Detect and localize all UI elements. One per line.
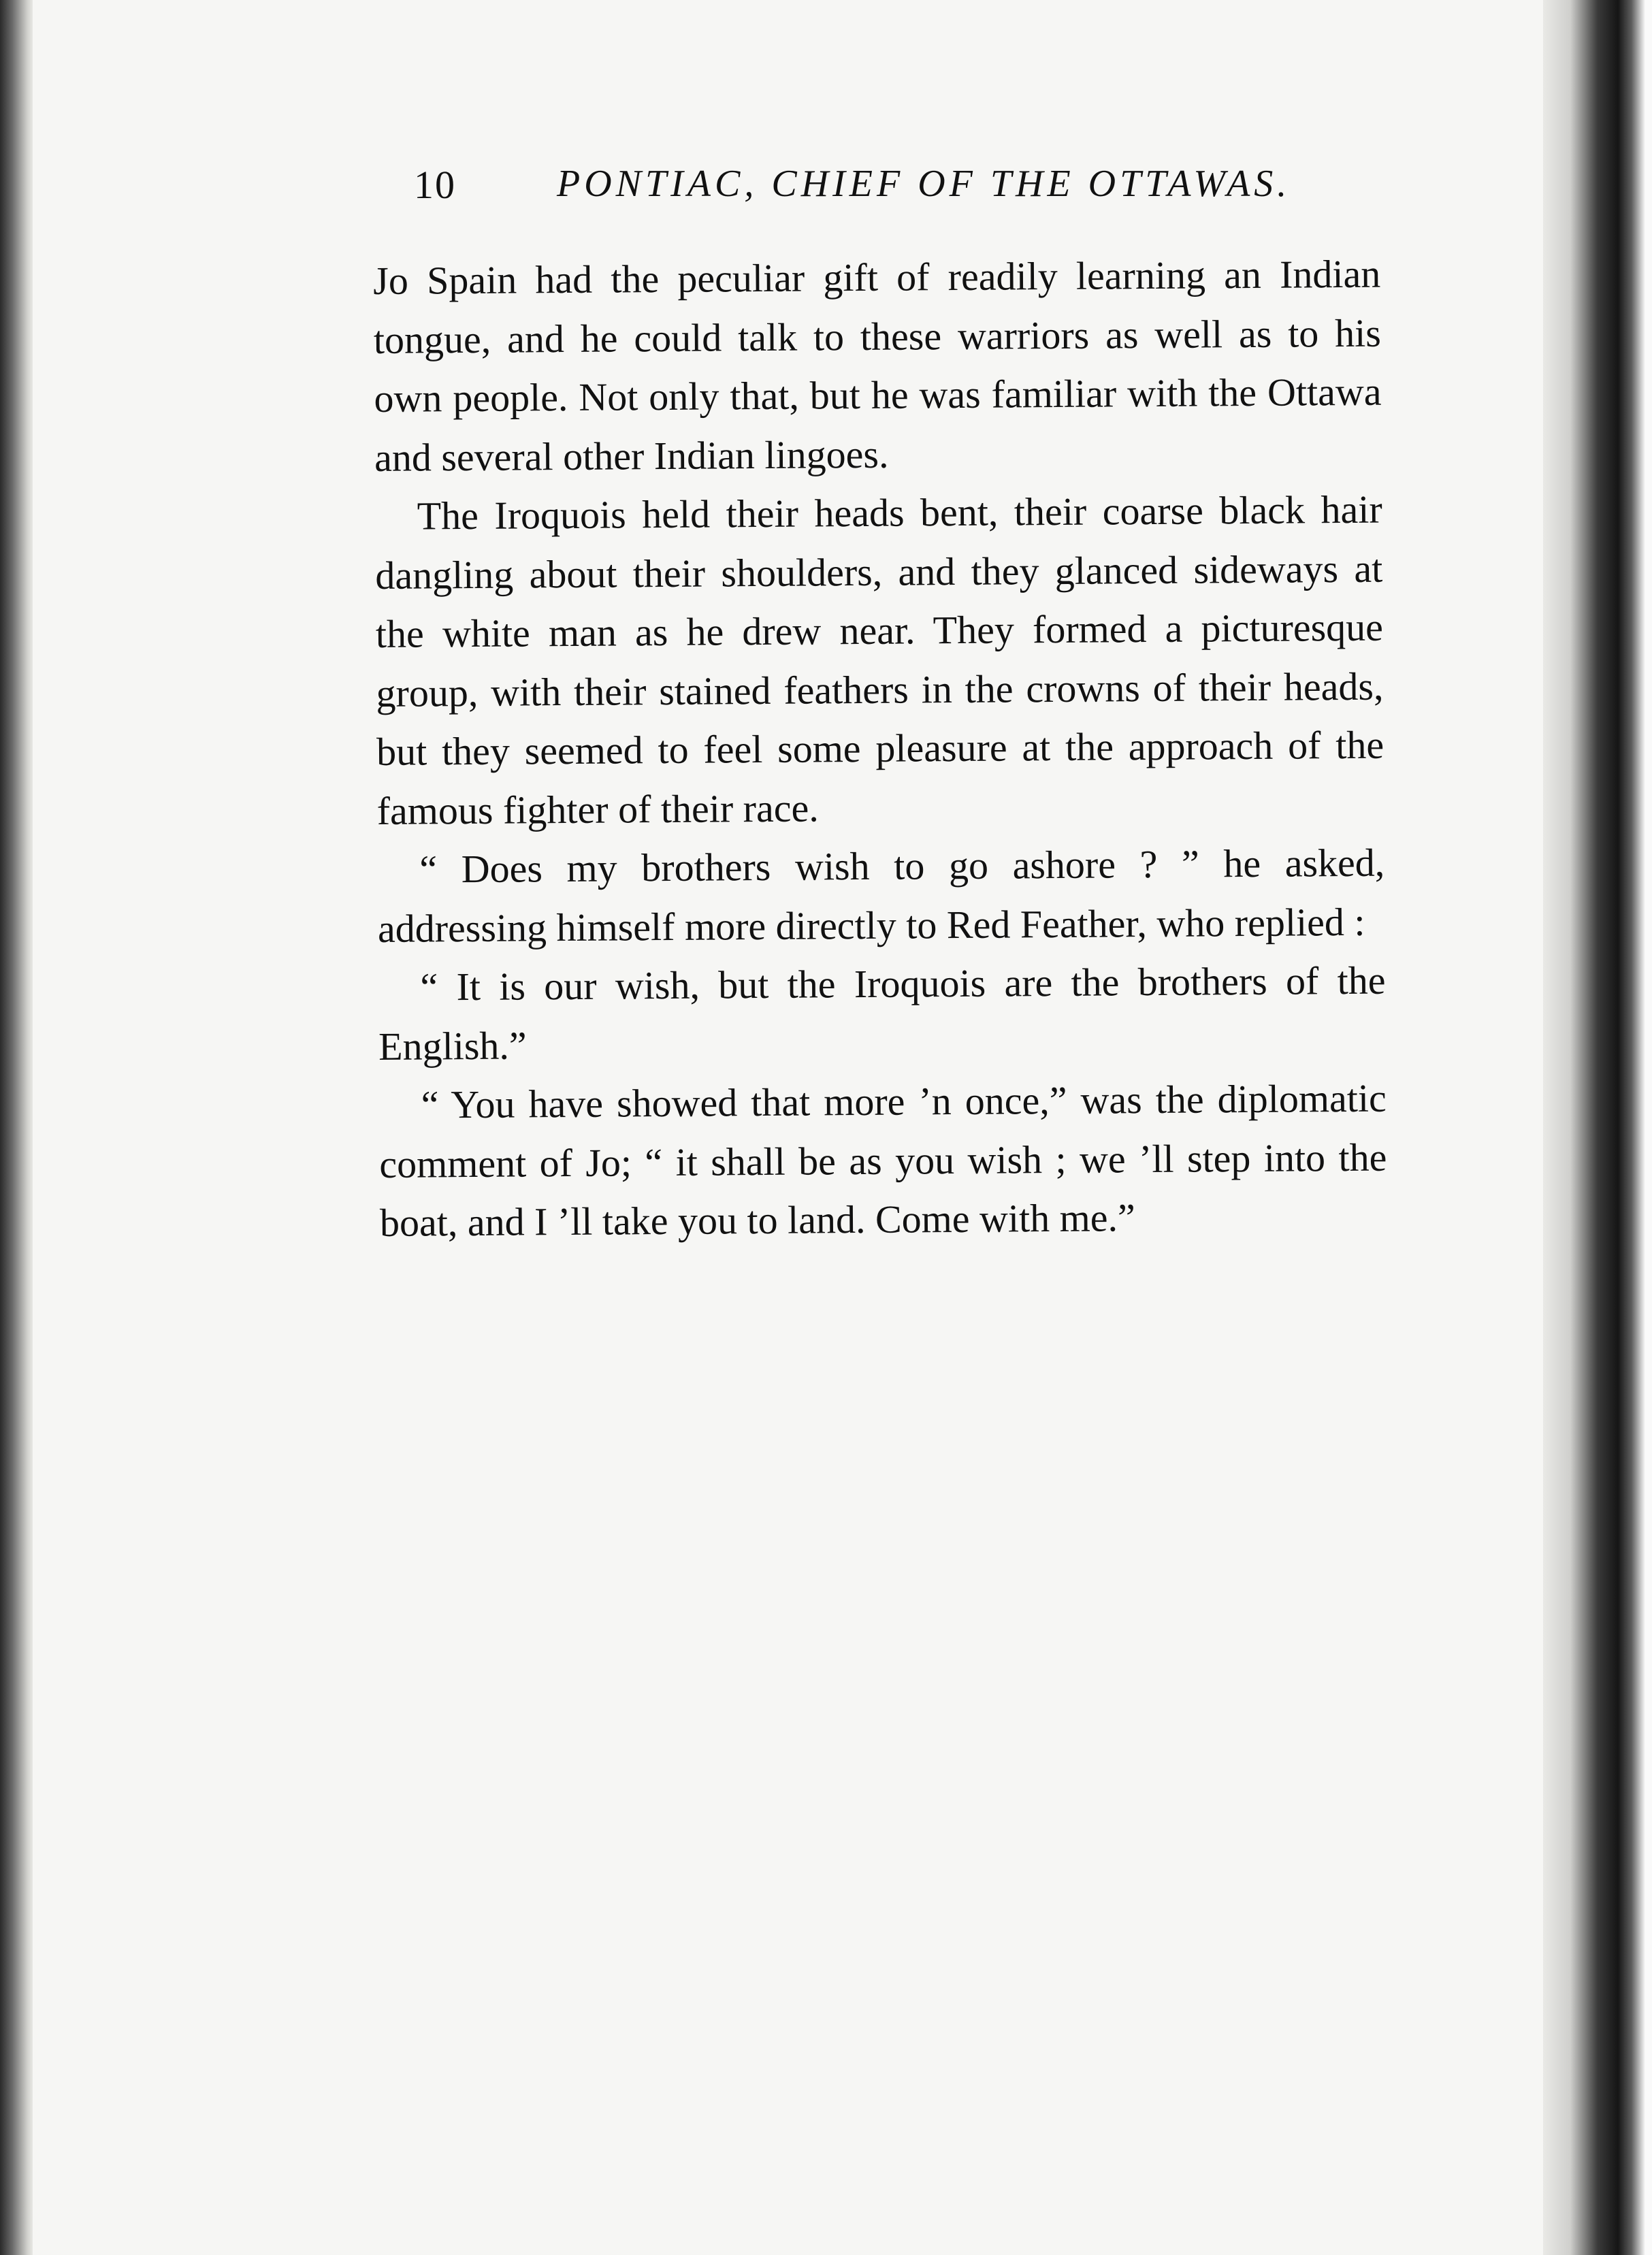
paragraph: “ You have showed that more ’n once,” was the diplomatic comment of Jo; “ it shall be as you wish ; we ’ll step into the boat, and I ’ll take you to land. Come with me.”: [379, 1075, 1387, 1245]
paragraph: The Iroquois held their heads bent, their coarse black hair dangling about their shoulders, and they glanced sideways at the white man as he drew near. They formed a picturesque group, with their stained feathers in the crowns of their heads, but they seemed to feel some pleasure at the approach of the famous fighter of their race.: [375, 487, 1384, 833]
paragraph: “ Does my brothers wish to go ashore ? ” he asked, addressing himself more directly to Red Feather, who replied :: [377, 840, 1385, 951]
book-gutter-shadow: [0, 0, 33, 2255]
page-number: 10: [414, 163, 456, 207]
paragraph: “ It is our wish, but the Iroquois are the brothers of the English.”: [378, 958, 1386, 1069]
page-body-text: [373, 245, 1387, 1253]
running-header: [414, 162, 1312, 216]
running-title: PONTIAC, CHIEF OF THE OTTAWAS.: [557, 163, 1291, 205]
page-edge-shadow: [1543, 0, 1652, 2255]
paragraph: Jo Spain had the peculiar gift of readily learning an Indian tongue, and he could talk to these warriors as well as to his own people. Not only that, but he was familiar with the Ottawa and several other Indian lingoes.: [373, 251, 1382, 480]
